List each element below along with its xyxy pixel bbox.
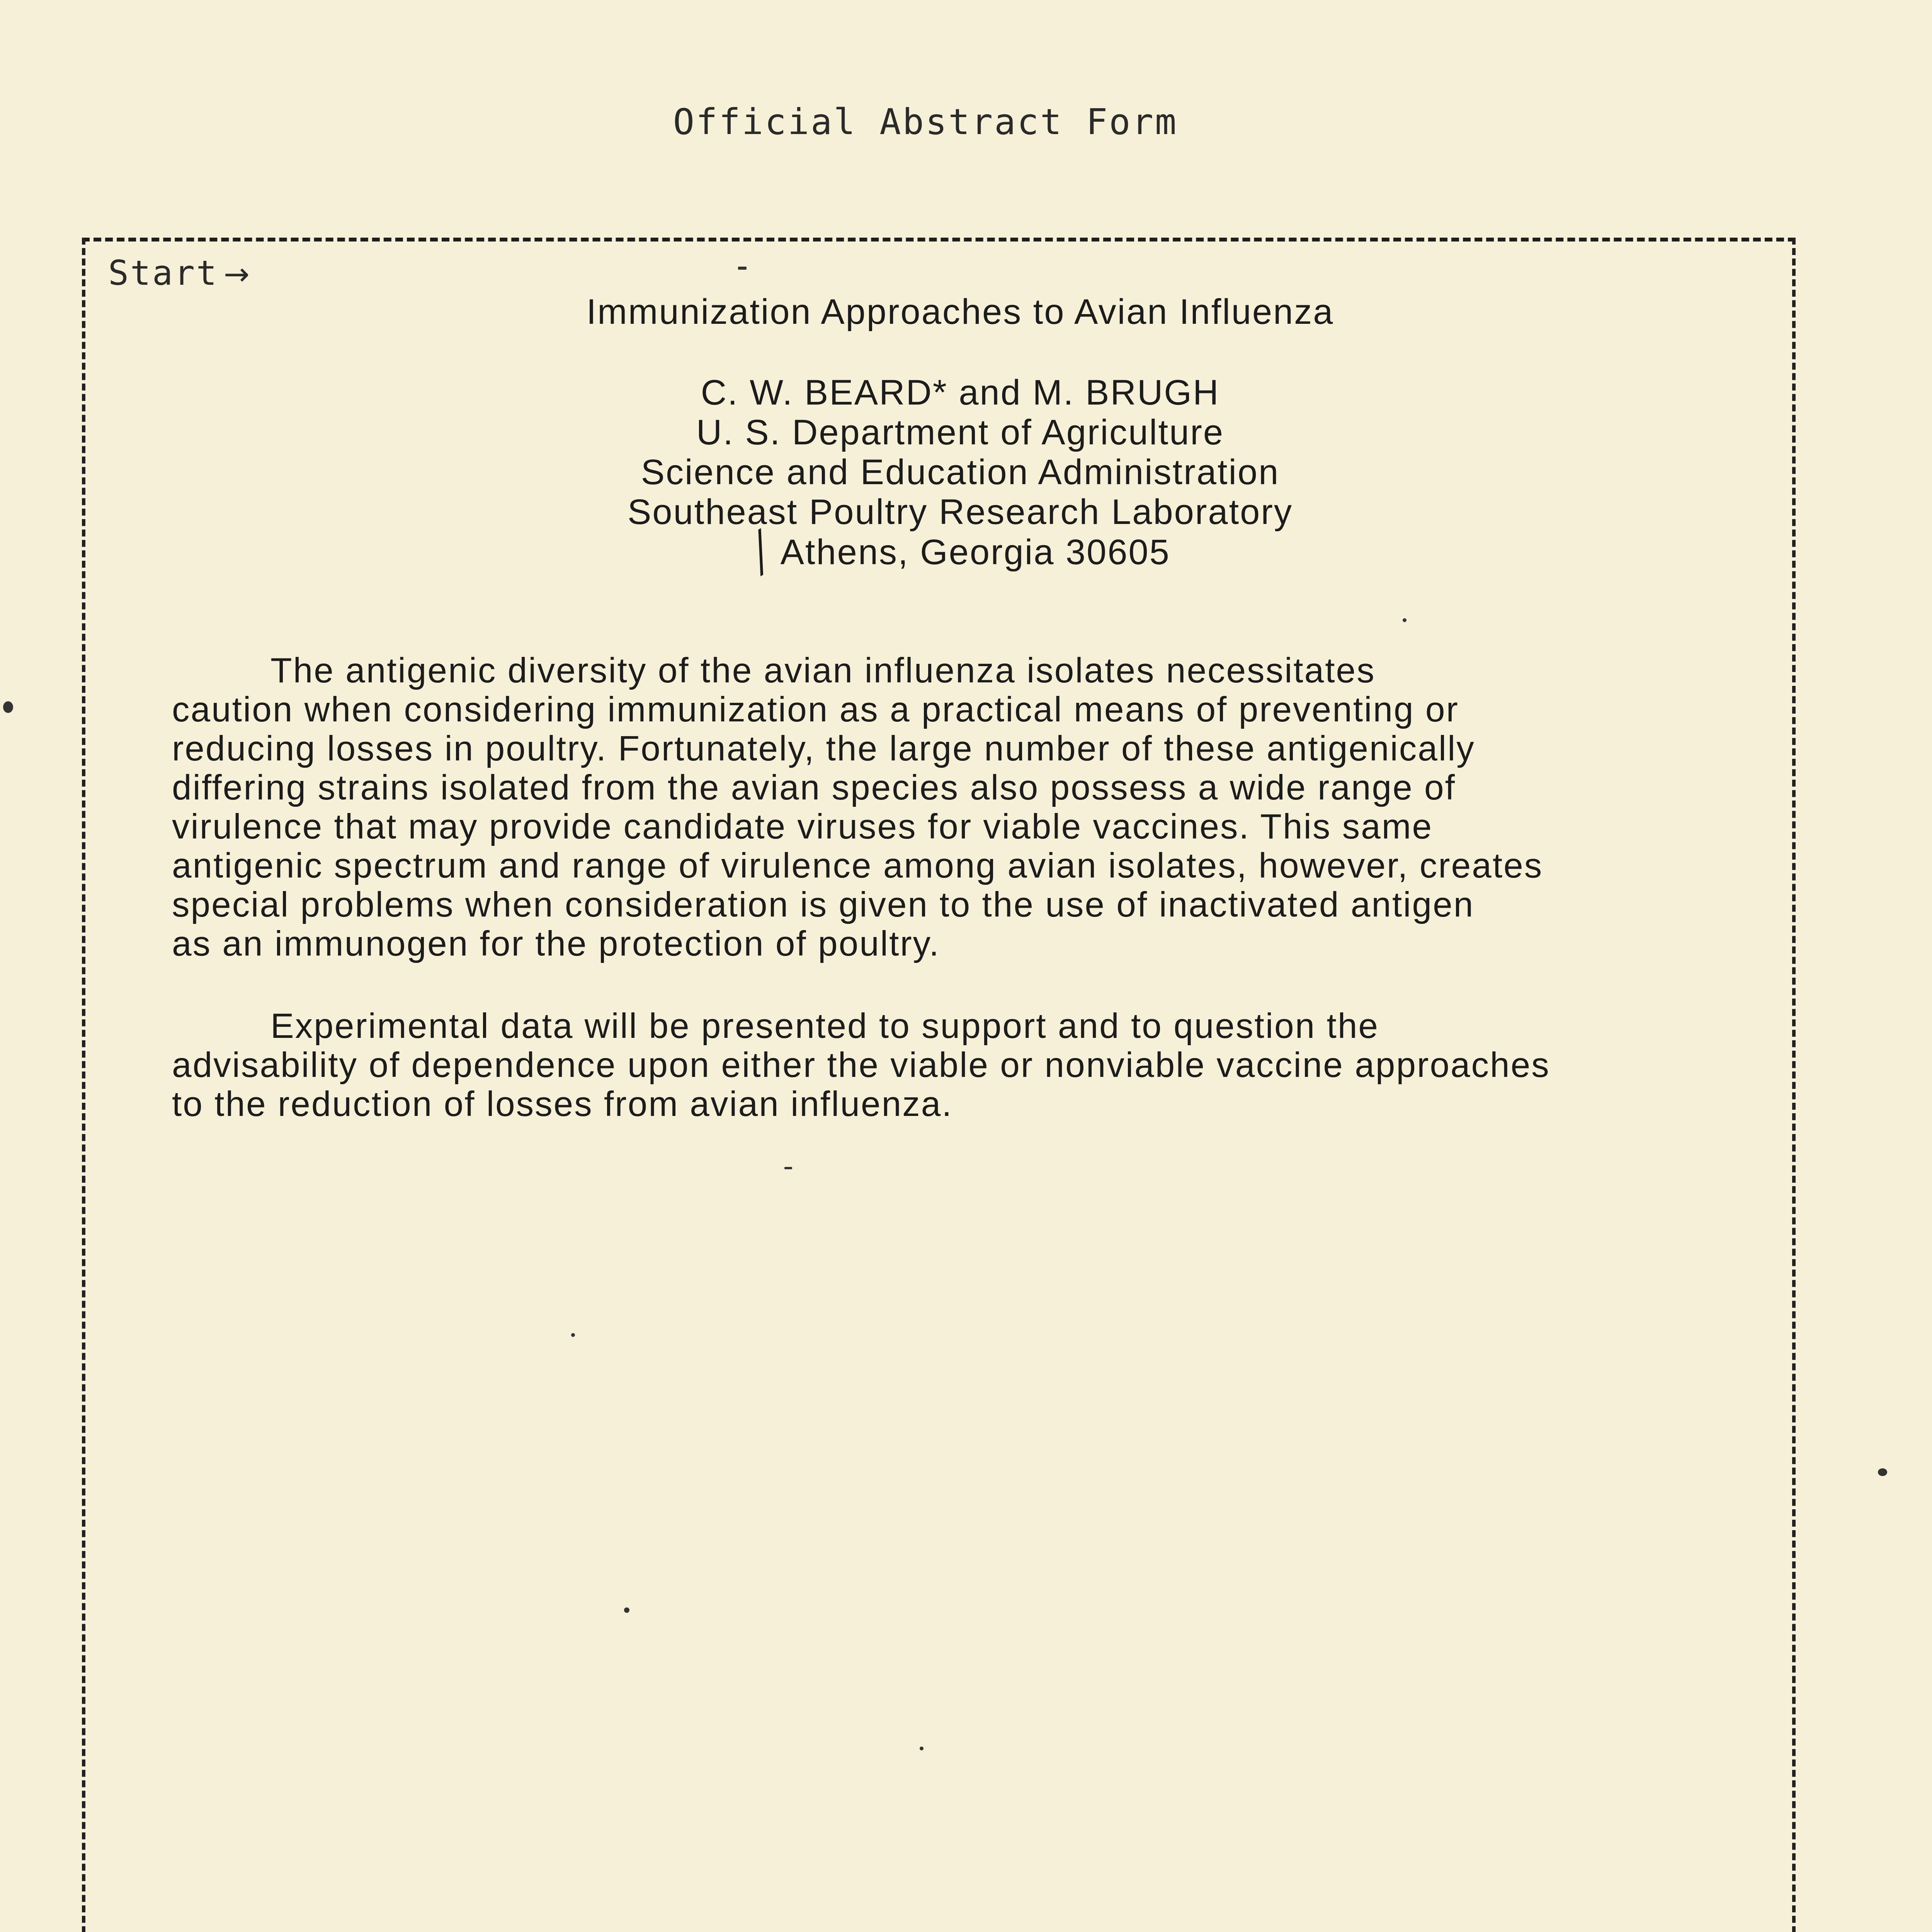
authors-block (0, 373, 1920, 576)
affiliation-city: Athens, Georgia 30605 (780, 532, 1170, 572)
affiliation-line-city (0, 528, 1920, 576)
abstract-paragraph (172, 651, 1795, 963)
paragraph-line: caution when considering immunization as a practical means of preventing or (172, 690, 1459, 729)
scan-speck (1403, 618, 1406, 622)
scan-speck (738, 267, 747, 270)
affiliation-line: Science and Education Administration (641, 452, 1280, 492)
paragraph-line: to the reduction of losses from avian influenza. (172, 1085, 953, 1124)
paragraph-line: as an immunogen for the protection of poultry. (172, 924, 940, 963)
scan-speck (920, 1747, 923, 1750)
scan-speck (624, 1607, 629, 1613)
scan-speck (1878, 1468, 1887, 1476)
paragraph-line: advisability of dependence upon either the viable or nonviable vaccine approaches (172, 1046, 1550, 1085)
form-title: Official Abstract Form (673, 101, 1178, 143)
abstract-paragraph (172, 1007, 1795, 1124)
scan-speck (571, 1333, 575, 1337)
paragraph-line: antigenic spectrum and range of virulence among avian isolates, however, creates (172, 846, 1543, 885)
paragraph-line: Experimental data will be presented to support and to question the (270, 1007, 1379, 1046)
check-mark-icon: ╱ (741, 528, 782, 576)
right-arrow-icon: → (223, 256, 251, 292)
authors: C. W. BEARD* and M. BRUGH (701, 373, 1220, 412)
paragraph-line: differing strains isolated from the avian species also possess a wide range of (172, 768, 1456, 807)
affiliation-line: Southeast Poultry Research Laboratory (628, 492, 1293, 532)
affiliation-line: U. S. Department of Agriculture (696, 413, 1225, 452)
start-label: Start (108, 253, 218, 293)
paragraph-line: reducing losses in poultry. Fortunately, the large number of these antigenically (172, 729, 1475, 768)
paragraph-line: The antigenic diversity of the avian influenza isolates necessitates (270, 651, 1376, 690)
start-marker (108, 253, 251, 293)
paragraph-line: special problems when consideration is given to the use of inactivated antigen (172, 885, 1475, 924)
paragraph-line: virulence that may provide candidate viruses for viable vaccines. This same (172, 807, 1433, 846)
scan-speck (3, 701, 13, 713)
scan-speck (784, 1167, 792, 1169)
abstract-title: Immunization Approaches to Avian Influenza (586, 292, 1334, 332)
